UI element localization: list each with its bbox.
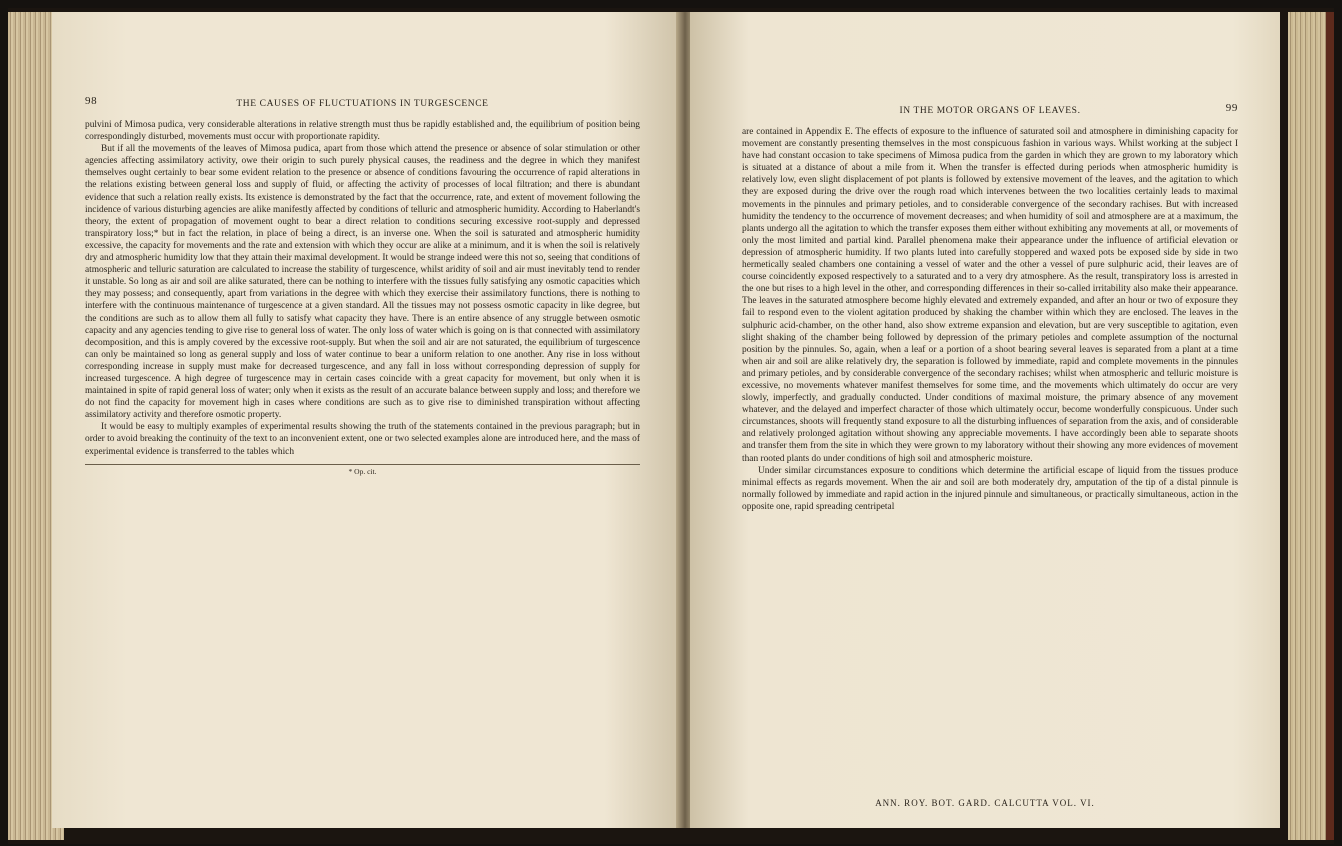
paragraph: pulvini of Mimosa pudica, very considerable alterations in relative strength must thus be rapidly established and, the equilibrium of position being correspondingly disturbed, movements must occur with proportionate rapidity. — [85, 120, 640, 143]
paragraph: It would be easy to multiply examples of experimental results showing the truth of the statements contained in the previous paragraph; but in order to avoid breaking the continuity of the text to an inconvenient extent, one or two selected examples alone are introduced here, and the mass of experimental evidence is transferred to the tables which — [85, 422, 640, 457]
left-page — [52, 12, 680, 828]
page-number: 99 — [1225, 102, 1238, 114]
page-footer: ANN. ROY. BOT. GARD. CALCUTTA VOL. VI. — [875, 798, 1095, 808]
footnote: * Op. cit. — [348, 466, 377, 476]
paragraph: Under similar circumstances exposure to conditions which determine the artificial escape of liquid from the tissues produce minimal effects as regards movement. When the air and soil are both moderately dry, amputation of the tip of a distal pinnule is normally followed by immediate and rapid action in the injured pinnule and simultaneous, or practically simultaneous, action in the opposite one, rapid spreading centripetal — [742, 465, 1238, 512]
right-page-header — [742, 102, 1238, 126]
paragraph: are contained in Appendix E. The effects of exposure to the influence of saturated soil and atmosphere in diminishing capacity for movement are constantly presenting themselves in the most conspicuous fashion in various ways. Whilst working at the subject I have had constant occasion to take specimens of Mimosa pudica from the garden in which they are grown to my laboratory which is situated at a distance of about a mile from it. When the transfer is effected during periods when atmospheric humidity is relatively low, even slight displacement of pot plants is followed by extensive movement of the leaves, and the agitation to which they are exposed during the drive over the rough road which intervenes between the two localities certainly leads to maximal movements in the pinnules and primary petioles, and to considerable convergence of the secondary rachises. But with increased humidity the tendency to the occurrence of movement decreases; and when humidity of soil and atmosphere are at a maximum, the plants undergo all the agitation to which the transfer exposes them either without exhibiting any movements at all, or movements of only the most limited and partial kind. Parallel phenomena make their appearance under the influence of artificial elevation or depression of atmospheric humidity. If two plants luted into carefully stoppered and waxed pots be exposed side by side in two hermetically sealed chambers one containing a vessel of water and the other a vessel of pure sulphuric acid, their leaves are of course coincidently exposed respectively to a saturated and to a very dry atmosphere. As the result, transpiratory loss is arrested in the one but rises to a high level in the other, and corresponding differences in their so-called irritability also make their appearance. The leaves in the saturated atmosphere become highly elevated and extremely expanded, and after an hour or two of exposure they fail to respond even to the violent agitation produced by shaking the chamber within which they are enclosed. The leaves in the sulphuric acid-chamber, on the other hand, also show extreme expansion and elevation, but are very susceptible to agitation, even slight shaking of the chamber being followed by depression of the primary petioles and complete assumption of the nocturnal position by the pinnules. So, again, when a leaf or a portion of a shoot bearing several leaves is separated from a plant at a time when air and soil are alike relatively dry, the separation is followed by immediate, rapid and complete movements in the pinnules and primary petioles, and by considerable convergence of the secondary rachises; whilst when atmospheric and telluric moisture is excessive, no movements whatever manifest themselves for some time, and the movements which ultimately do occur are very slowly, imperfectly, and gradually conducted. Under conditions of maximal moisture, the primary absence of any movement whatever, and the delayed and imperfect character of those which ultimately occur, become wonderfully conspicuous. Under such circumstances, shoots will frequently stand exposure to all the disturbing influences of separation from the axis, and of considerable and relatively prolonged agitation without showing any appreciable movements. I have accordingly been able to separate shoots and transfer them from the site in which they were grown to my laboratory without their showing any more evidences of movement than rooted plants do under conditions of high soil and atmospheric moisture. — [742, 127, 1238, 464]
cover-edge — [1326, 12, 1334, 840]
right-page — [690, 12, 1280, 828]
paragraph: But if all the movements of the leaves of Mimosa pudica, apart from those which attend the presence or absence of solar stimulation or other agencies affecting assimilatory activity, owe their origin to such purely physical causes, the readiness and the degree in which they manifest themselves ought certainly to bear some evident relation to the presence or absence of conditions favouring the occurrence of rapid alterations in the relations existing between general loss and supply of fluid, or affecting the activity of processes of local filtration; and there is abundant evidence that such a relation really exists. Its existence is demonstrated by the fact that the occurrence, rate, and extent of movement following the incidence of various disturbing agencies are alike manifestly affected by conditions of telluric and atmospheric humidity. According to Haberlandt's theory, the extent of propagation of movement ought to bear a direct relation to conditions securing excessive root-supply and depressed transpiratory loss;* but in fact the relation, in place of being a direct, is an inverse one. When the soil is saturated and atmospheric humidity excessive, the capacity for movements and the rate and extension with which they occur are alike at a minimum, and it is when the soil is relatively dry and atmospheric humidity low that they attain their maximal development. It would be strange indeed were this not so, seeing that conditions of atmospheric and telluric saturation are calculated to increase the stability of turgescence, whilst aridity of soil and air must inevitably tend to render it unstable. So long as air and soil are alike saturated, there can be nothing to interfere with the tissues fully satisfying any osmotic capacities which they may possess; and consequently, apart from variations in the degree with which they exercise their assimilatory functions, there is nothing to interfere with the continuous maintenance of turgescence at a given standard. All the tissues may not possess osmotic capacity in like degree, but the conditions are such as to allow them all fully to satisfy what capacity they have. There is an entire absence of any struggle between osmotic capacity and any agencies tending to give rise to general loss of water. The only loss of water which is going on is that connected with assimilatory decomposition, and this is amply covered by the excessive root-supply. But when the soil and air are not saturated, the equilibrium of turgescence can only be maintained so long as general supply and loss of water continue to bear a uniform relation to one another. Any rise in loss without corresponding increase in supply must make for decreased turgescence, and any fall in loss without corresponding depression of supply for increased turgescence. A high degree of turgescence may in certain cases coincide with a great capacity for movement, but only when it is maintained in spite of rapid general loss of water; only when it exists as the result of an accurate balance between supply and loss; and therefore we do not find the capacity for movement high in cases where conditions are such as to give rise to diminished transpiration without affecting assimilatory activity and therefore osmotic property. — [85, 144, 640, 421]
running-head: THE CAUSES OF FLUCTUATIONS IN TURGESCENCE — [236, 99, 489, 109]
left-page-body — [85, 119, 640, 458]
footnote-rule — [85, 464, 640, 465]
right-page-body — [742, 126, 1238, 513]
page-number: 98 — [85, 95, 98, 107]
left-page-header — [85, 95, 640, 119]
running-head: IN THE MOTOR ORGANS OF LEAVES. — [899, 106, 1081, 116]
